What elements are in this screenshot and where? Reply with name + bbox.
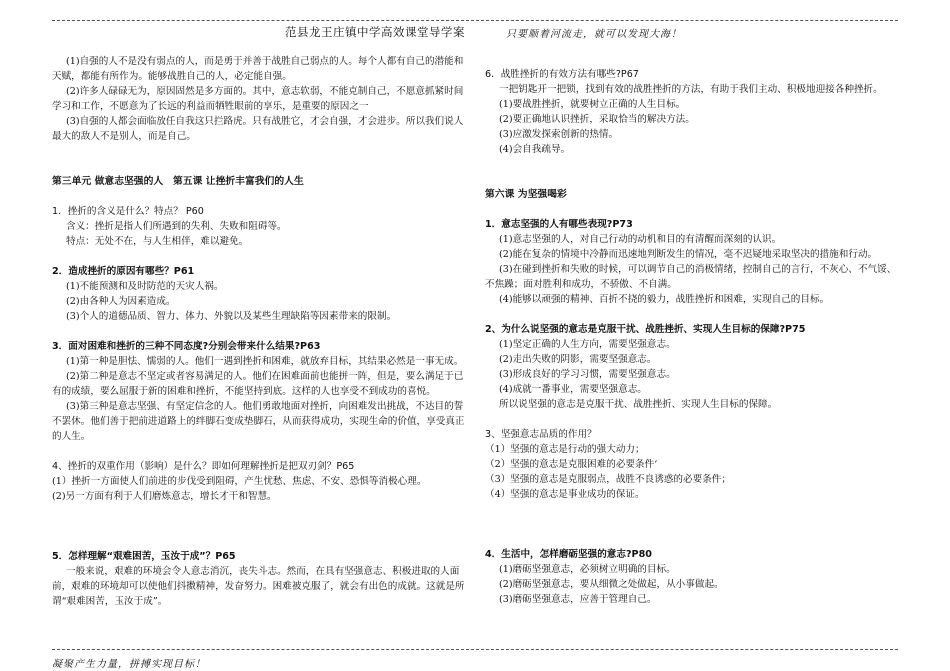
question-2-line: (2)由各种人为因素造成。 <box>66 296 176 307</box>
lesson6-question-3-line: （1）坚强的意志是行动的强大动力； <box>485 444 645 455</box>
intro-paragraph-1: (1)自强的人不是没有弱点的人，而是勇于并善于战胜自己弱点的人。每个人都有自己的潜能和天赋，都能有所作为。能够战胜自己的人，必定能自强。 <box>52 56 464 82</box>
lesson6-question-2-line: 所以说坚强的意志是克服干扰、战胜挫折、实现人生目标的保障。 <box>499 399 778 410</box>
question-1-line: 含义：挫折是指人们所遇到的失利、失败和阻碍等。 <box>66 221 287 232</box>
question-5-line: 一般来说，艰难的环境会令人意志消沉，丧失斗志。然而，在具有坚强意志、积极进取的人面前，艰难的环境却可以使他们抖擞精神，发奋努力。困难被克服了，就会有出色的成就。这就是所谓“艰难困苦，玉汝于成”。 <box>52 566 465 607</box>
lesson6-question-1-line: (4)能够以顽强的精神、百折不挠的毅力，战胜挫折和困难，实现自己的目标。 <box>499 294 830 305</box>
question-1-title: 1．挫折的含义是什么？特点？ P60 <box>52 206 204 217</box>
question-6-line: (2)要正确地认识挫折，采取恰当的解决方法。 <box>499 114 695 125</box>
lesson6-question-2-line: (3)形成良好的学习习惯，需要坚强意志。 <box>499 369 676 380</box>
footer-motto: 凝聚产生力量，拼搏实现目标！ <box>52 659 206 670</box>
lesson6-question-3-line: （2）坚强的意志是克服困难的必要条件‘ <box>485 459 658 470</box>
intro-paragraph-2: (2)许多人碌碌无为，原因固然是多方面的。其中，意志软弱，不能克制自己，不愿意抓紧时间学习和工作，不愿意为了长远的利益而牺牲眼前的享乐，是重要的原因之一 <box>52 86 464 112</box>
lesson6-question-3-title: 3、坚强意志品质的作用？ <box>485 429 597 440</box>
lesson6-question-4-line: (1)磨砺坚强意志，必须树立明确的目标。 <box>499 564 676 575</box>
question-2-line: (3)个人的道德品质、智力、体力、外貌以及某些生理缺陷等因素带来的限制。 <box>66 311 397 322</box>
lesson6-question-4-line: (2)磨砺坚强意志，要从细微之处做起，从小事做起。 <box>499 579 724 590</box>
lesson6-question-2-line: (4)成就一番事业，需要坚强意志。 <box>499 384 647 395</box>
question-3-line: (2)第二种是意志不坚定或者容易满足的人。他们在困难面前也能拼一阵，但是，要么满足于已有的成绩，要么屈服于新的困难和挫折，不能坚持到底。这样的人也享受不到成功的喜悦。 <box>52 371 464 397</box>
question-6-title: 6．战胜挫折的有效方法有哪些?P67 <box>485 69 639 80</box>
question-4-line: (2)另一方面有利于人们磨炼意志，增长才干和智慧。 <box>52 491 277 502</box>
left-column <box>52 54 468 609</box>
lesson6-question-4-title: 4．生活中，怎样磨砺坚强的意志?P80 <box>485 549 652 560</box>
lesson6-question-1-title: 1．意志坚强的人有哪些表现?P73 <box>485 219 633 230</box>
unit-title: 第三单元 做意志坚强的人 第五课 让挫折丰富我们的人生 <box>52 176 304 187</box>
lesson6-question-2-title: 2、为什么说坚强的意志是克服干扰、战胜挫折、实现人生目标的保障?P75 <box>485 324 806 335</box>
question-6-line: (1)要战胜挫折，就要树立正确的人生目标。 <box>499 99 686 110</box>
question-6-line: (4)会自我疏导。 <box>499 144 571 155</box>
lesson6-question-1-line: (3)在碰到挫折和失败的时候，可以调节自己的消极情绪，控制自己的言行，不灰心、不气馁、不焦躁；面对胜利和成功，不骄傲、不自满。 <box>485 264 897 290</box>
lesson6-question-2-line: (2)走出失败的阴影，需要坚强意志。 <box>499 354 657 365</box>
page-header <box>0 24 950 40</box>
lesson-title: 第六课 为坚强喝彩 <box>485 189 567 200</box>
question-6-line: 一把钥匙开一把锁，找到有效的战胜挫折的方法，有助于我们主动、积极地迎接各种挫折。 <box>499 84 883 95</box>
right-column <box>485 67 898 607</box>
question-1-line: 特点：无处不在，与人生相伴，难以避免。 <box>66 236 249 247</box>
lesson6-question-1-line: (1)意志坚强的人，对自己行动的动机和目的有清醒而深刻的认识。 <box>499 234 782 245</box>
question-3-line: (1)第一种是胆怯、懦弱的人。他们一遇到挫折和困难，就放弃目标，其结果必然是一事无成。 <box>66 356 464 367</box>
question-4-title: 4、挫折的双重作用（影响）是什么？即如何理解挫折是把双刃剑？P65 <box>52 461 355 472</box>
question-6-line: (3)应激发探索创新的热情。 <box>499 129 619 140</box>
question-2-line: (1)不能预测和及时防范的天灾人祸。 <box>66 281 224 292</box>
footer-rule <box>52 649 898 650</box>
lesson6-question-3-line: （3）坚强的意志是克服弱点，战胜不良诱惑的必要条件； <box>485 474 731 485</box>
lesson6-question-3-line: （4）坚强的意志是事业成功的保证。 <box>485 489 645 500</box>
question-5-title: 5．怎样理解“艰难困苦，玉汝于成”？P65 <box>52 551 236 562</box>
lesson6-question-1-line: (2)能在复杂的情境中冷静而迅速地判断发生的情况，毫不迟疑地采取坚决的措施和行动。 <box>499 249 878 260</box>
question-3-title: 3．面对困难和挫折的三种不同态度?分别会带来什么结果?P63 <box>52 341 321 352</box>
lesson6-question-4-line: (3)磨砺坚强意志，应善于管理自己。 <box>499 594 657 605</box>
header-rule <box>52 20 898 21</box>
header-title: 范县龙王庄镇中学高效课堂导学案 <box>285 25 465 39</box>
question-3-line: (3)第三种是意志坚强、有坚定信念的人。他们勇敢地面对挫折，向困难发出挑战，不达目的誓不罢休。他们善于把前进道路上的绊脚石变成垫脚石，从而获得成功，实现生命的价值，享受真正的人生。 <box>52 401 465 442</box>
intro-paragraph-3: (3)自强的人都会面临放任自我这只拦路虎。只有战胜它，才会自强，才会进步。所以我们说人最大的敌人不是别人，而是自己。 <box>52 116 464 142</box>
lesson6-question-2-line: (1)坚定正确的人生方向，需要坚强意志。 <box>499 339 676 350</box>
question-4-line: (1）挫折一方面使人们前进的步伐受到阻碍，产生忧愁、焦虑、不安、恐惧等消极心理。 <box>52 476 427 487</box>
header-motto: 只要顺着河流走，就可以发现大海！ <box>506 29 682 40</box>
question-2-title: 2．造成挫折的原因有哪些？P61 <box>52 266 195 277</box>
